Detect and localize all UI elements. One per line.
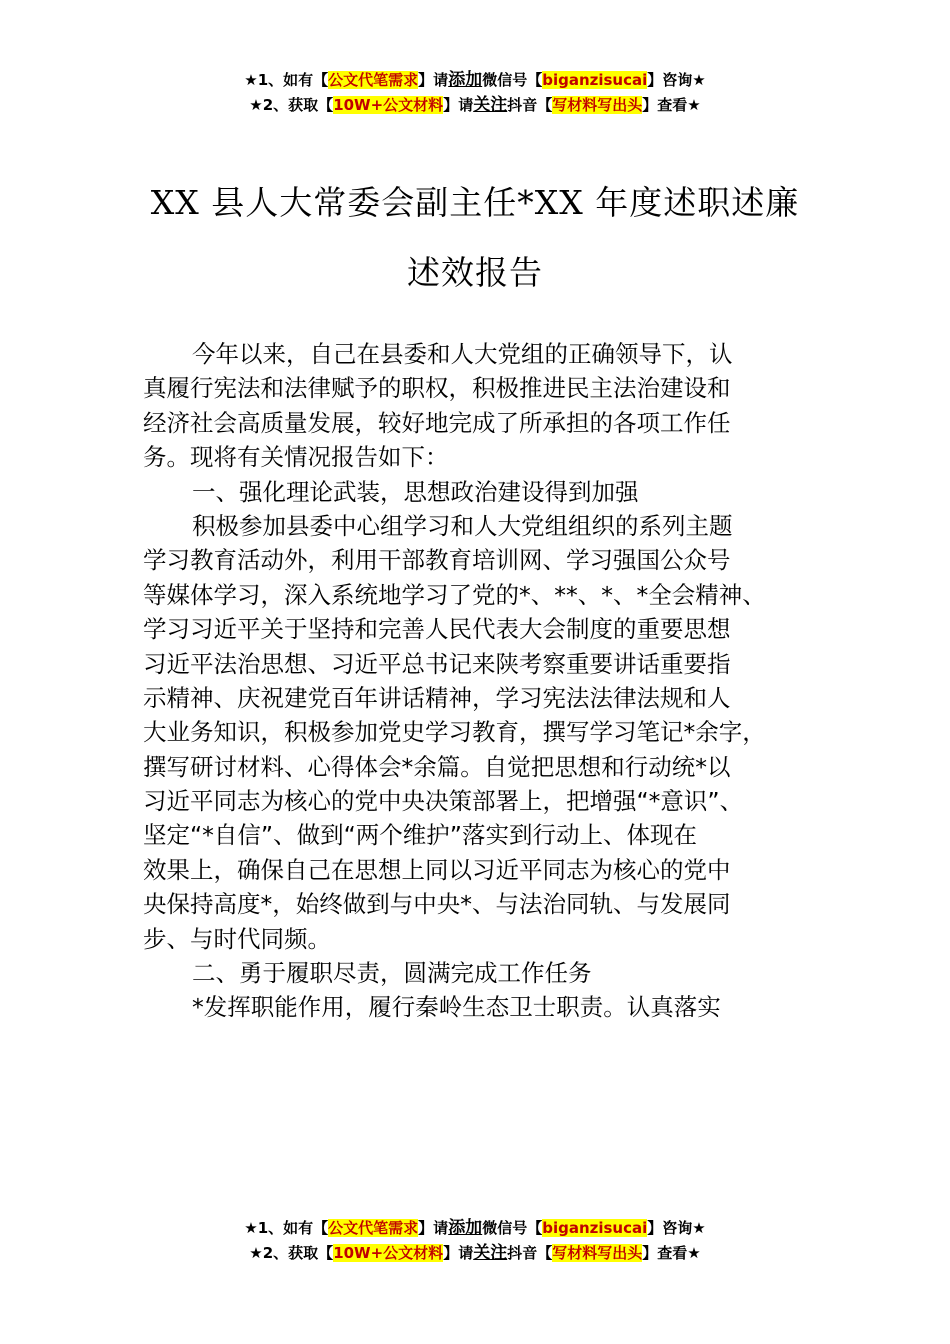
section-heading: 二、勇于履职尽责，圆满完成工作任务 <box>192 959 592 988</box>
body-line: 务。现将有关情况报告如下： <box>143 443 449 472</box>
promo-text: 】咨询★ <box>647 1219 706 1237</box>
promo-highlight: 写材料写出头 <box>552 96 643 114</box>
body-line: 今年以来，自己在县委和人大党组的正确领导下，认 <box>192 340 733 368</box>
body-line: 效果上，确保自己在思想上同以习近平同志为核心的党中 <box>143 855 731 884</box>
promo-text: 抖音【 <box>507 96 553 114</box>
body-line: 学习习近平关于坚持和完善人民代表大会制度的重要思想 <box>143 615 731 644</box>
promo-text: 微信号【 <box>482 71 543 89</box>
body-line: 大业务知识，积极参加党史学习教育，撰写学习笔记*余字， <box>143 718 766 747</box>
section-heading: 一、强化理论武装，思想政治建设得到加强 <box>192 477 639 506</box>
body-line: 习近平同志为核心的党中央决策部署上，把增强“*意识”、 <box>143 787 744 816</box>
body-line: 撰写研讨材料、心得体会*余篇。自觉把思想和行动统*以 <box>143 752 731 781</box>
promo-text: 】请 <box>443 1244 474 1262</box>
body-line: 央保持高度*，始终做到与中央*、与法治同轨、与发展同 <box>143 890 731 919</box>
promo-text: 】请 <box>443 96 474 114</box>
body-line: 积极参加县委中心组学习和人大党组组织的系列主题 <box>192 511 733 540</box>
promo-highlight: 公文代笔需求 <box>328 71 419 89</box>
promo-line-2 <box>0 1241 950 1266</box>
promo-text: 】咨询★ <box>647 71 706 89</box>
promo-text: 抖音【 <box>507 1244 553 1262</box>
promo-text: 】查看★ <box>642 96 701 114</box>
promo-text: ★1、如有【 <box>244 71 329 89</box>
footer-promo <box>0 1216 950 1266</box>
promo-text: 微信号【 <box>482 1219 543 1237</box>
body-line: 步、与时代同频。 <box>143 924 331 953</box>
promo-highlight: biganzisucai <box>542 71 648 89</box>
promo-text: ★1、如有【 <box>244 1219 329 1237</box>
body-line: 习近平法治思想、习近平总书记来陕考察重要讲话重要指 <box>143 649 731 678</box>
body-line: *发挥职能作用，履行秦岭生态卫士职责。认真落实 <box>192 993 721 1022</box>
promo-line-2 <box>0 93 950 118</box>
promo-underline: 添加 <box>448 1218 483 1238</box>
promo-highlight: 写材料写出头 <box>552 1244 643 1262</box>
promo-highlight: 10W+公文材料 <box>333 96 444 114</box>
document-title <box>0 168 950 308</box>
promo-underline: 关注 <box>473 95 508 115</box>
promo-highlight: 10W+公文材料 <box>333 1244 444 1262</box>
promo-text: 】查看★ <box>642 1244 701 1262</box>
promo-text: 】请 <box>418 71 449 89</box>
promo-highlight: 公文代笔需求 <box>328 1219 419 1237</box>
promo-text: ★2、获取【 <box>249 96 334 114</box>
title-line: XX 县人大常委会副主任*XX 年度述职述廉 <box>150 183 800 222</box>
promo-underline: 关注 <box>473 1243 508 1263</box>
promo-line-1 <box>0 68 950 93</box>
header-promo <box>0 68 950 118</box>
title-line: 述效报告 <box>407 253 543 292</box>
document-body <box>143 337 833 1025</box>
body-line: 示精神、庆祝建党百年讲话精神，学习宪法法律法规和人 <box>143 683 731 712</box>
promo-text: ★2、获取【 <box>249 1244 334 1262</box>
promo-highlight: biganzisucai <box>542 1219 648 1237</box>
promo-line-1 <box>0 1216 950 1241</box>
promo-text: 】请 <box>418 1219 449 1237</box>
body-line: 真履行宪法和法律赋予的职权，积极推进民主法治建设和 <box>143 374 731 403</box>
body-line: 坚定“*自信”、做到“两个维护”落实到行动上、体现在 <box>143 821 697 850</box>
body-line: 经济社会高质量发展，较好地完成了所承担的各项工作任 <box>143 408 731 437</box>
promo-underline: 添加 <box>448 70 483 90</box>
body-line: 学习教育活动外，利用干部教育培训网、学习强国公众号 <box>143 546 731 575</box>
body-line: 等媒体学习，深入系统地学习了党的*、**、*、*全会精神、 <box>143 580 766 609</box>
